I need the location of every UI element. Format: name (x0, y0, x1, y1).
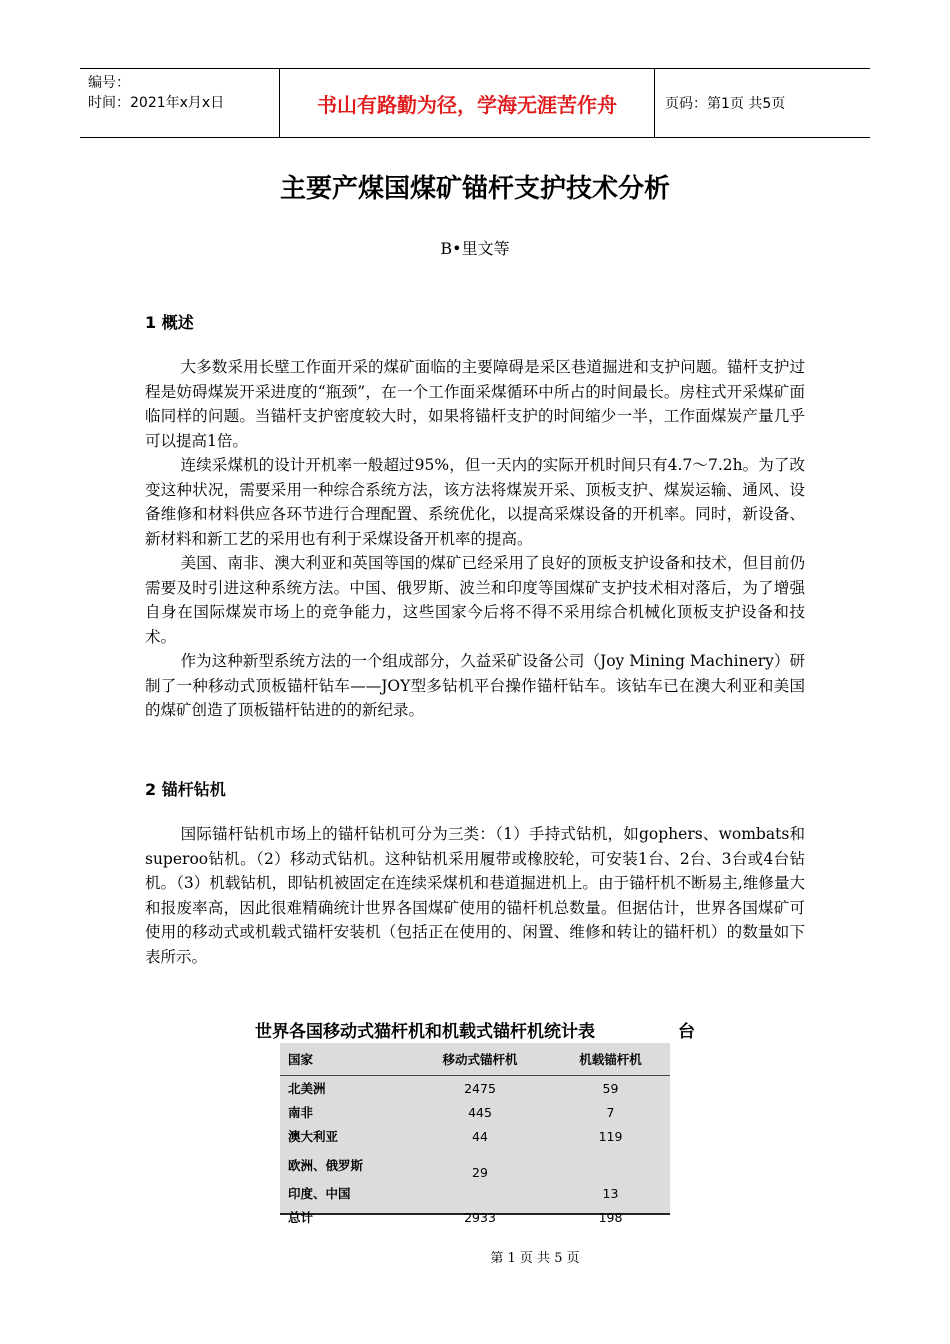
table-row (280, 1205, 670, 1229)
table-caption: 世界各国移动式猫杆机和机载式锚杆机统计表 (255, 1022, 595, 1042)
table-cell: 2475 (464, 1080, 496, 1096)
paragraph: 连续采煤机的设计开机率一般超过95%，但一天内的实际开机时间只有4.7～7.2h。为了改变这种状况，需要采用一种综合系统方法，该方法将煤炭开采、顶板支护、煤炭运输、通风、设备维修和材料供应各环节进行合理配置、系统优化，以提高采煤设备的开机率。同时，新设备、新材料和新工艺的采用也有利于采煤设备开机率的提高。 (145, 456, 805, 548)
footer-page-number: 第 1 页 共 5 页 (490, 1251, 580, 1266)
table-row (280, 1100, 670, 1124)
table-header-cell: 机载锚杆机 (551, 1043, 670, 1076)
table-cell: 13 (602, 1185, 619, 1201)
statistics-table (280, 1043, 670, 1229)
table-unit: 台 (678, 1022, 695, 1042)
paragraph: 大多数采用长壁工作面开采的煤矿面临的主要障碍是采区巷道掘进和支护问题。锚杆支护过程是妨碍煤炭开采进度的“瓶颈”，在一个工作面采煤循环中所占的时间最长。房柱式开采煤矿面临同样的问题。当锚杆支护密度较大时，如果将锚杆支护的时间缩少一半，工作面煤炭产量几乎可以提高1倍。 (145, 358, 805, 450)
paragraph: 作为这种新型系统方法的一个组成部分，久益采矿设备公司（Joy Mining Machinery）研制了一种移动式顶板锚杆钻车——JOY型多钻机平台操作锚杆钻车。该钻车已在澳大利亚和美国的煤矿创造了顶板锚杆钻进的的新纪录。 (145, 652, 805, 719)
table-cell: 119 (598, 1128, 623, 1144)
table-header-cell: 移动式锚杆机 (409, 1043, 551, 1076)
table-cell (409, 1181, 551, 1205)
table-header-cell: 国家 (280, 1043, 409, 1076)
table-cell: 北美洲 (288, 1081, 326, 1096)
statistics-table-image (280, 1043, 670, 1225)
section-overview-body (145, 355, 805, 723)
table-header-row (280, 1043, 670, 1076)
time-label: 时间：2021年x月x日 (88, 95, 225, 111)
table-cell (551, 1148, 670, 1181)
table-cell: 澳大利亚 (288, 1129, 339, 1144)
document-author: B•里文等 (440, 239, 510, 258)
table-cell: 欧洲、俄罗斯 (288, 1157, 364, 1173)
table-row (280, 1148, 670, 1181)
table-cell: 南非 (288, 1105, 314, 1120)
paragraph: 美国、南非、澳大利亚和英国等国的煤矿已经采用了良好的顶板支护设备和技术，但目前仍需要及时引进这种系统方法。中国、俄罗斯、波兰和印度等国煤矿支护技术相对落后，为了增强自身在国际煤炭市场上的竞争能力，这些国家今后将不得不采用综合机械化顶板支护设备和技术。 (145, 554, 805, 646)
table-cell: 总计 (288, 1210, 314, 1225)
table-cell: 7 (606, 1104, 615, 1120)
number-label: 编号： (88, 75, 130, 91)
header-page-info: 页码：第1页 共5页 (665, 96, 786, 112)
header-motto: 书山有路勤为径，学海无涯苦作舟 (280, 69, 655, 137)
table-cell: 2933 (464, 1209, 496, 1225)
paragraph: 国际锚杆钻机市场上的锚杆钻机可分为三类：（1）手持式钻机，如gophers、wombats和superoo钻机。（2）移动式钻机。这种钻机采用履带或橡胶轮，可安装1台、2台、3台或4台钻机。（3）机载钻机，即钻机被固定在连续采煤机和巷道掘进机上。由于锚杆机不断易主,维修量大和报废率高，因此很难精确统计世界各国煤矿使用的锚杆机总数量。但据估计，世界各国煤矿可使用的移动式或机载式锚杆安装机（包括正在使用的、闲置、维修和转让的锚杆机）的数量如下表所示。 (145, 825, 805, 966)
table-cell: 印度、中国 (288, 1186, 351, 1201)
page-footer (0, 1247, 950, 1266)
header-meta (80, 69, 280, 137)
section-drill-body (145, 822, 805, 969)
table-cell: 198 (598, 1209, 623, 1225)
section-heading-drill: 2 锚杆钻机 (145, 780, 226, 799)
table-row (280, 1124, 670, 1148)
page-header (80, 68, 870, 138)
document-title: 主要产煤国煤矿锚杆支护技术分析 (279, 174, 670, 204)
table-row (280, 1181, 670, 1205)
table-row (280, 1076, 670, 1101)
table-cell: 59 (602, 1080, 619, 1096)
table-cell: 445 (468, 1104, 492, 1120)
section-heading-overview: 1 概述 (145, 313, 194, 332)
table-cell: 29 (472, 1165, 488, 1180)
table-cell: 44 (472, 1128, 488, 1144)
